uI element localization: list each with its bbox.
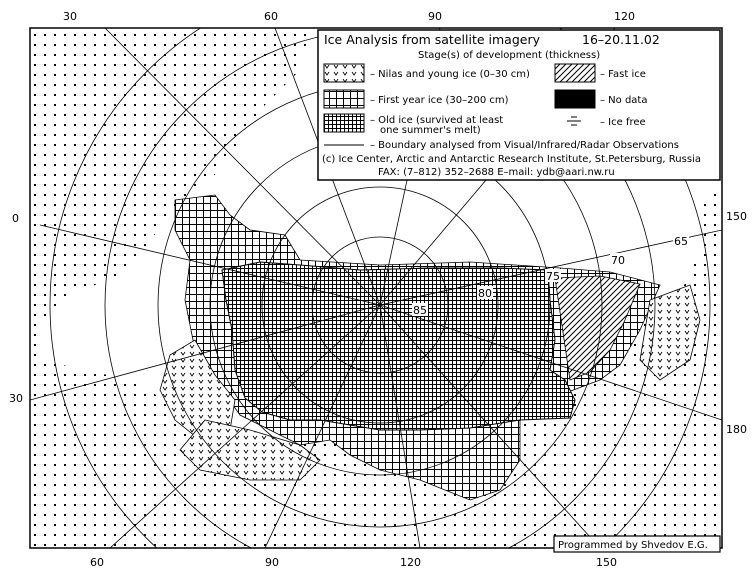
legend-credit: (c) Ice Center, Arctic and Antarctic Research Institute, St.Petersburg, Russia: [322, 154, 701, 165]
legend-swatch-no-data: [555, 90, 595, 108]
programmed-by-box: [554, 536, 720, 552]
lon-label-bottom-150: 150: [596, 556, 617, 569]
lon-label-top-120: 120: [614, 10, 635, 23]
lat-label-70: [610, 253, 626, 267]
legend-swatch-first-year: [324, 90, 364, 108]
legend-swatch-old-ice: [324, 114, 364, 132]
lon-label-right-180: 180: [726, 423, 747, 436]
lon-label-bottom-120: 120: [400, 556, 421, 569]
lon-label-top-30: 30: [63, 10, 77, 23]
legend-swatch-fast-ice: [555, 64, 595, 82]
legend-item-ice-free: – Ice free: [600, 117, 646, 128]
legend-item-boundary: – Boundary analysed from Visual/Infrared/Radar Observations: [370, 140, 679, 151]
legend-item-fast-ice: – Fast ice: [600, 69, 646, 80]
programmed-by-text: Programmed by Shvedov E.G.: [558, 540, 708, 551]
old-ice-area: [222, 262, 575, 430]
svg-text:80: 80: [478, 287, 492, 300]
legend-item-first-year: – First year ice (30–200 cm): [370, 95, 509, 106]
lat-label-75: [545, 269, 561, 283]
legend-title: Ice Analysis from satellite imagery: [324, 32, 540, 47]
lon-label-top-60: 60: [264, 10, 278, 23]
lon-label-bottom-60: 60: [90, 556, 104, 569]
legend-item-no-data: – No data: [600, 95, 648, 106]
lon-label-left-30: 30: [9, 392, 23, 405]
lon-label-left-0: 0: [12, 212, 19, 225]
lon-label-bottom-90: 90: [265, 556, 279, 569]
legend-item-nilas: – Nilas and young ice (0–30 cm): [370, 69, 530, 80]
svg-text:65: 65: [674, 235, 688, 248]
svg-text:85: 85: [413, 304, 427, 317]
svg-text:75: 75: [546, 270, 560, 283]
lat-label-65: [673, 234, 689, 248]
legend-subtitle: Stage(s) of development (thickness): [418, 50, 601, 61]
lon-label-right-150: 150: [726, 210, 747, 223]
lat-label-85: [412, 303, 428, 317]
lon-label-top-90: 90: [428, 10, 442, 23]
legend-item-old-ice-2: one summer's melt): [380, 125, 481, 136]
legend: [318, 30, 720, 180]
svg-text:70: 70: [611, 254, 625, 267]
legend-contact: FAX: (7–812) 352–2688 E–mail: ydb@aari.nw.ru: [378, 167, 615, 178]
legend-item-old-ice-1: – Old ice (survived at least: [370, 115, 504, 126]
legend-swatch-nilas: [324, 64, 364, 82]
legend-date: 16–20.11.02: [582, 32, 660, 47]
lat-label-80: [477, 286, 493, 300]
